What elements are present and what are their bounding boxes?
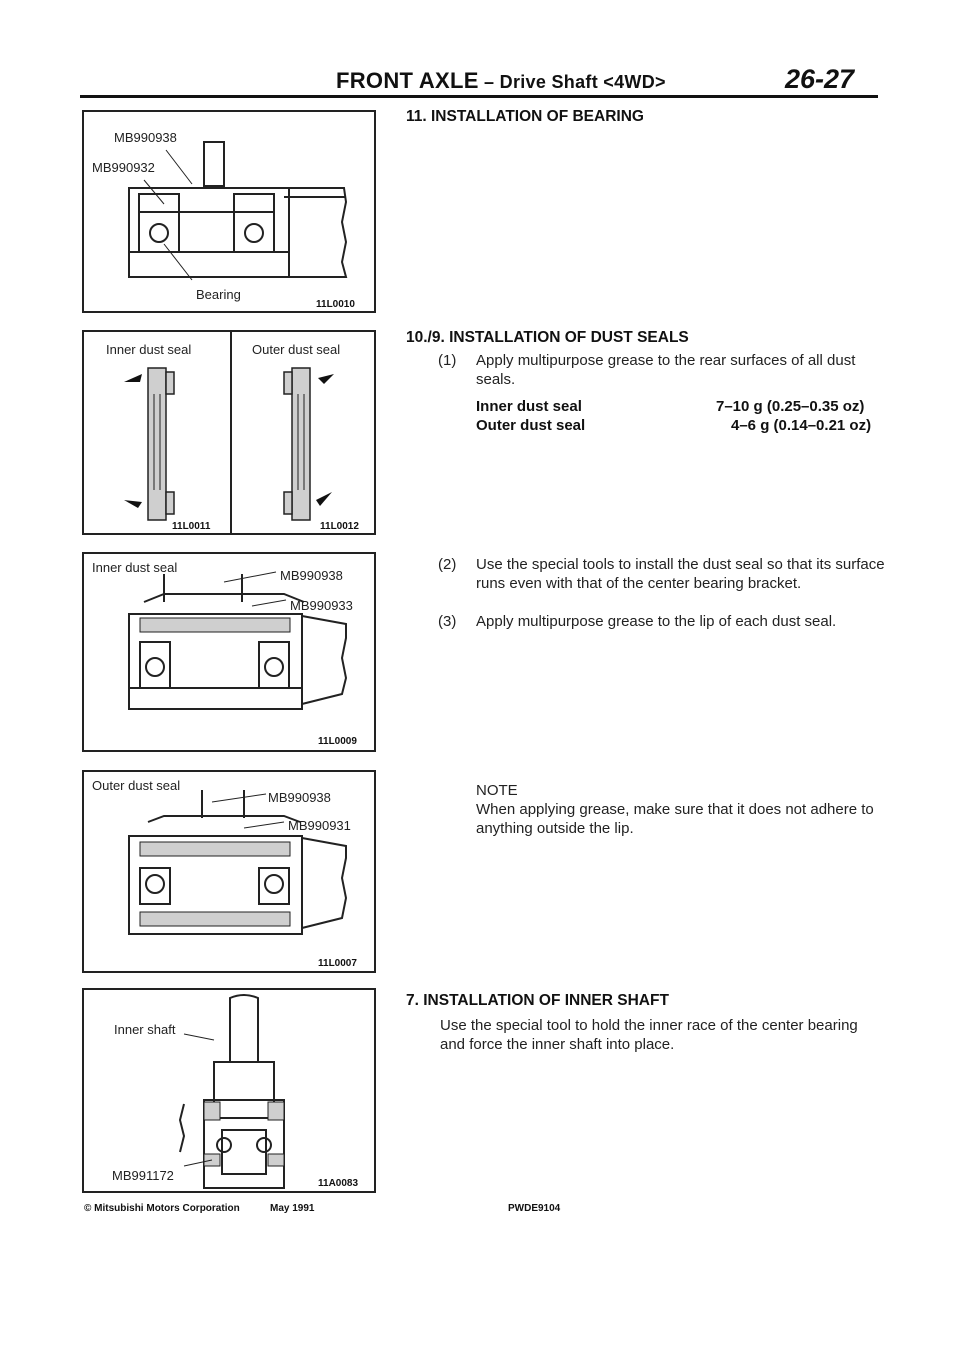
figure-code: 11A0083 xyxy=(318,1178,359,1189)
inner-seal-installation-drawing xyxy=(84,554,374,750)
note-text: When applying grease, make sure that it does not adhere to anything outside the lip. xyxy=(476,801,874,837)
part-label: Outer dust seal xyxy=(92,778,181,793)
page-number: 26-27 xyxy=(785,64,855,94)
figure-code: 11L0010 xyxy=(316,299,355,310)
tool-label: MB990931 xyxy=(288,818,351,833)
step-number: (3) xyxy=(438,613,457,630)
part-label: Bearing xyxy=(196,287,241,302)
tool-label: MB990933 xyxy=(290,598,353,613)
dust-seals-drawing xyxy=(84,332,374,533)
figure-code: 11L0011 xyxy=(172,521,211,532)
heading-installation-of-inner-shaft: 7. INSTALLATION OF INNER SHAFT xyxy=(406,992,669,1009)
footer-doc-code: PWDE9104 xyxy=(508,1203,561,1214)
figure-bearing-installation xyxy=(82,110,376,313)
body-text: Use the special tool to hold the inner race of the center bearing and force the inner shaft into place. xyxy=(440,1017,858,1053)
figure-code: 11L0007 xyxy=(318,958,357,969)
figure-inner-shaft-installation xyxy=(82,988,376,1193)
footer-date: May 1991 xyxy=(270,1203,315,1214)
spec-value: 4–6 g (0.14–0.21 oz) xyxy=(731,417,872,434)
tool-label: MB990938 xyxy=(114,130,177,145)
figure-dust-seals xyxy=(82,330,376,535)
heading-installation-of-bearing: 11. INSTALLATION OF BEARING xyxy=(406,108,644,125)
section-title: FRONT AXLE – Drive Shaft <4WD> xyxy=(336,68,666,93)
tool-label: MB990938 xyxy=(280,568,343,583)
part-label: Inner dust seal xyxy=(92,560,178,575)
heading-installation-of-dust-seals: 10./9. INSTALLATION OF DUST SEALS xyxy=(406,329,689,346)
footer-copyright: © Mitsubishi Motors Corporation xyxy=(84,1203,240,1214)
note-title: NOTE xyxy=(476,782,518,799)
figure-code: 11L0009 xyxy=(318,736,357,747)
figure-code: 11L0012 xyxy=(320,521,359,532)
step-number: (1) xyxy=(438,352,457,369)
step-text: Use the special tools to install the dust seal so that its surface runs even with that of the center bearing bracket. xyxy=(476,556,885,592)
part-label: Inner dust seal xyxy=(106,342,192,357)
step-number: (2) xyxy=(438,556,457,573)
tool-label: MB990938 xyxy=(268,790,331,805)
step-text: Apply multipurpose grease to the rear surfaces of all dust seals. xyxy=(476,352,856,388)
step-text: Apply multipurpose grease to the lip of each dust seal. xyxy=(476,613,837,630)
spec-label: Inner dust seal xyxy=(476,398,582,415)
part-label: Inner shaft xyxy=(114,1022,176,1037)
part-label: Outer dust seal xyxy=(252,342,341,357)
tool-label: MB991172 xyxy=(112,1168,174,1183)
spec-label: Outer dust seal xyxy=(476,417,586,434)
inner-shaft-installation-drawing xyxy=(84,990,374,1191)
header-rule xyxy=(80,95,878,98)
spec-value: 7–10 g (0.25–0.35 oz) xyxy=(716,398,865,415)
figure-inner-seal-installation xyxy=(82,552,376,752)
tool-label: MB990932 xyxy=(92,160,155,175)
figure-outer-seal-installation xyxy=(82,770,376,973)
